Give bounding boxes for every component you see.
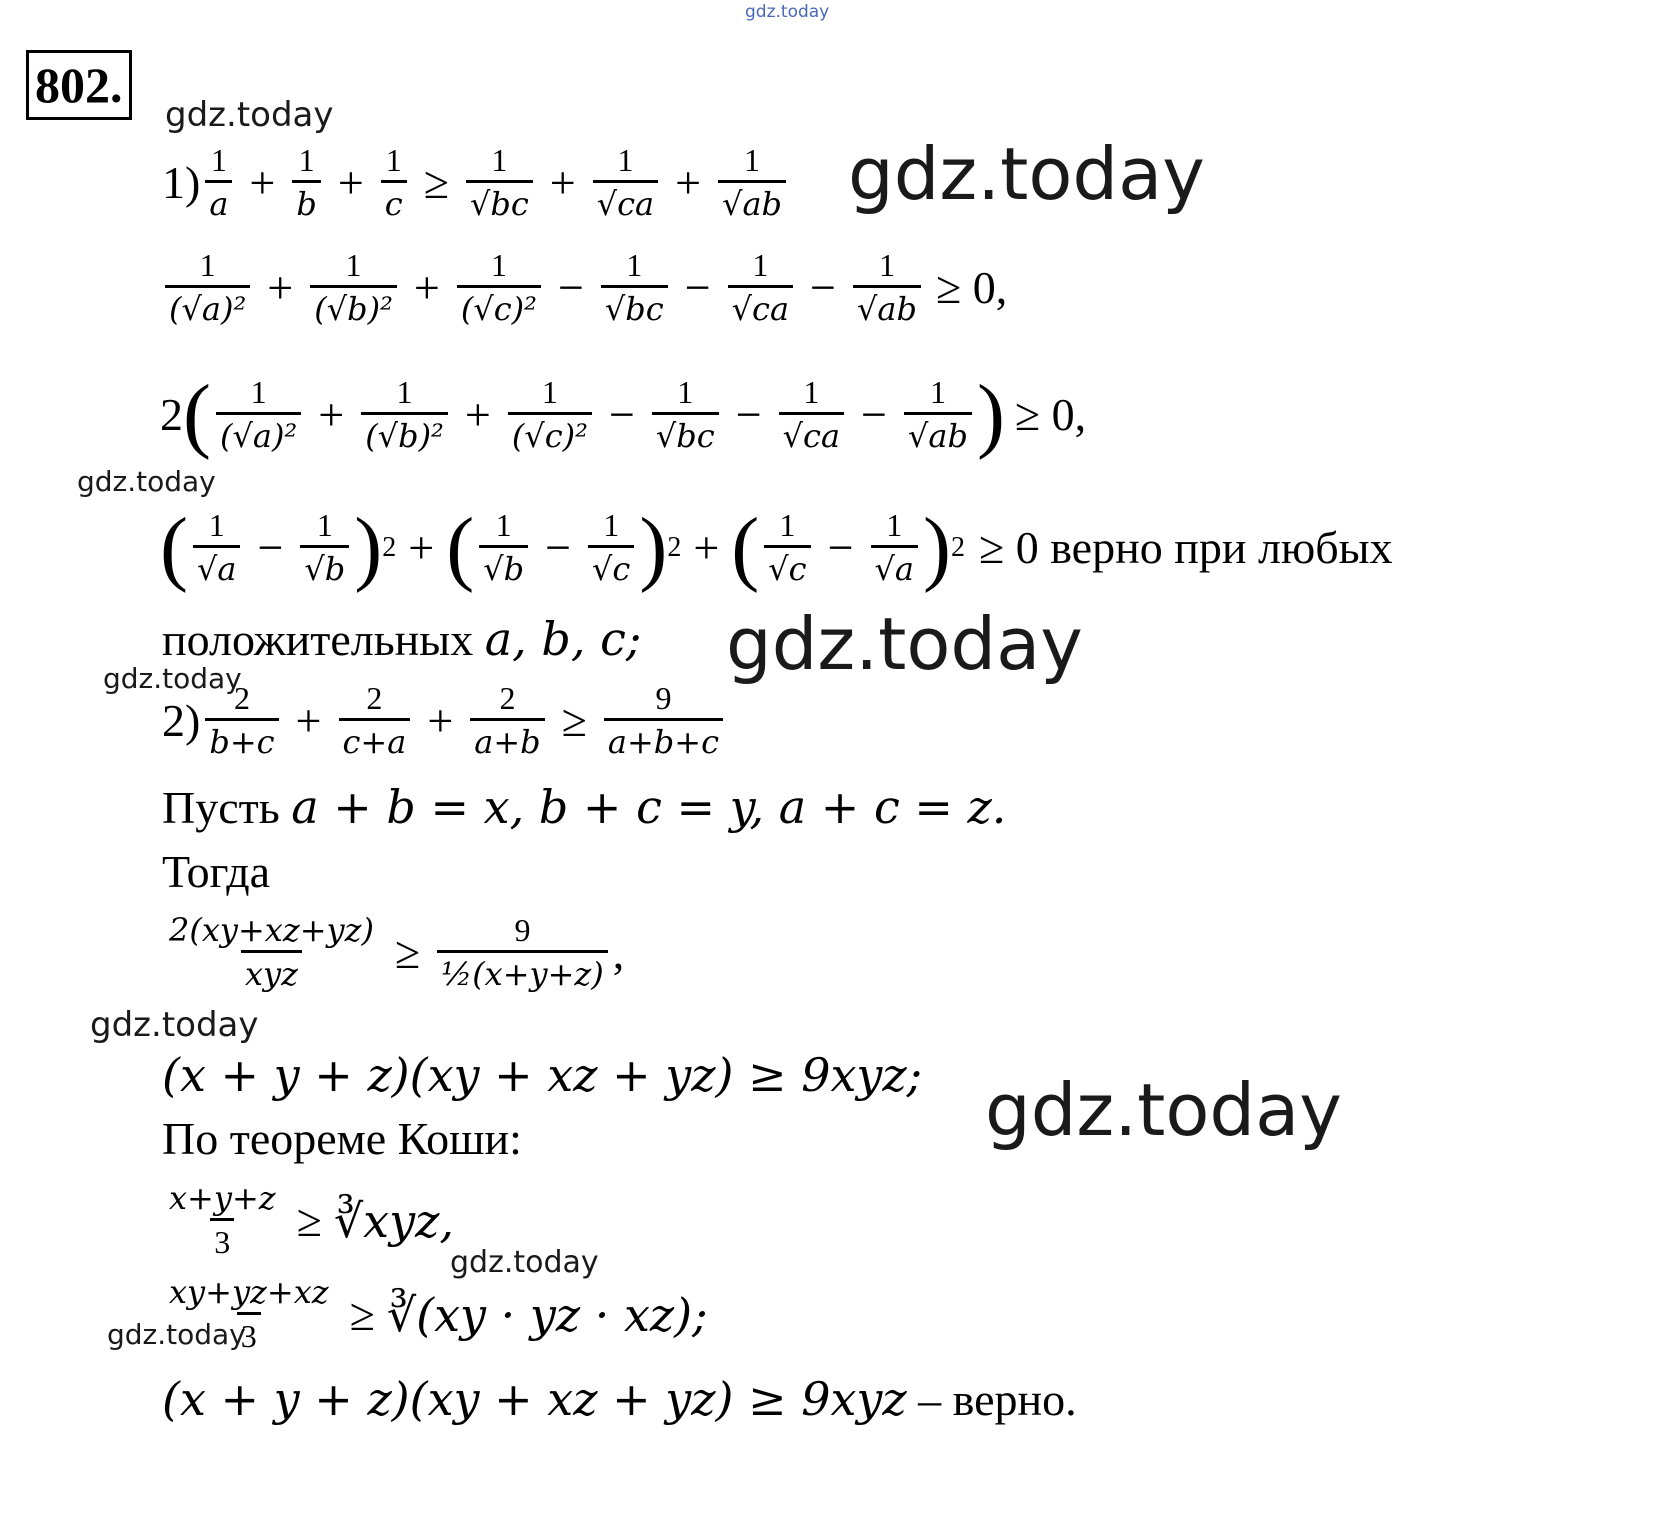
- watermark-5: gdz.today: [103, 662, 242, 695]
- line-9: $\frac{2(xy+xz+yz)}{\text{xyz}}$ ≥ $\frac{9}{\text{½(x+y+z)}}$ ,: [160, 910, 624, 995]
- watermark-2: gdz.today: [848, 132, 1205, 216]
- line-6: 2) $\frac{2}{b+c}$ + $\frac{2}{c+a}$ + $\frac{2}{a+b}$ ≥ $\frac{9}{a+b+c}$: [162, 678, 728, 763]
- line-14-expr: (x + y + z)(xy + xz + yz) ≥ 9xyz: [162, 1372, 907, 1426]
- line-9-num: 2(xy+xz+yz): [169, 911, 374, 949]
- line-10: (x + y + z)(xy + xz + yz) ≥ 9xyz;: [162, 1048, 923, 1102]
- line-13-rhs: ∛(xy · yz · xz);: [386, 1287, 708, 1342]
- line-8: Тогда: [162, 846, 271, 897]
- line-3: 2 ( $\frac{1}{\text{(√a)²}}$ + $\frac{1}{\text{(√b)²}}$ + $\frac{1}{\text{(√c)²}}$ − $\frac{1}{√bc}$ − $\frac{1}{√ca}$ − $\frac{1}{√ab}$ ) ≥ 0,: [160, 367, 1087, 461]
- line-7-expr: a + b = x, b + c = y, a + c = z.: [291, 780, 1007, 834]
- line-9-den: xyz: [241, 950, 302, 995]
- line-4-tail: ≥ 0 верно при любых: [978, 522, 1393, 573]
- watermark-6: gdz.today: [90, 1005, 259, 1045]
- watermark-top: gdz.today: [745, 2, 830, 22]
- line-5-text: положительных: [162, 614, 474, 665]
- line-3-tail: ≥ 0,: [1014, 389, 1087, 440]
- watermark-8: gdz.today: [450, 1245, 599, 1280]
- line-12-den: 3: [210, 1218, 234, 1263]
- line-13-den: 3: [237, 1312, 261, 1357]
- line-13: $\frac{xy+yz+xz}{3}$ ≥ ∛(xy · yz · xz);: [160, 1272, 708, 1357]
- line-14-tail: – верно.: [918, 1374, 1077, 1425]
- line-9-rhs-den: ½(x+y+z): [437, 950, 608, 995]
- part-label-2: 2): [162, 695, 201, 746]
- line-1: 1) $\frac{1}{a}$ + $\frac{1}{b}$ + $\frac{1}{c}$ ≥ $\frac{1}{√bc}$ + $\frac{1}{√ca}$ + $\frac{1}{√ab}$: [162, 140, 791, 225]
- line-11: По теореме Коши:: [162, 1113, 522, 1164]
- line-13-num: xy+yz+xz: [169, 1273, 329, 1311]
- line-9-rhs-num: 9: [514, 912, 531, 948]
- watermark-4: gdz.today: [726, 602, 1083, 686]
- line-12-rhs: ∛xyz,: [333, 1193, 454, 1248]
- line-7: [162, 780, 1006, 834]
- watermark-9: gdz.today: [107, 1318, 246, 1351]
- line-12: $\frac{x+y+z}{3}$ ≥ ∛xyz,: [160, 1178, 454, 1263]
- line-2: $\frac{1}{\text{(√a)²}}$ + $\frac{1}{\text{(√b)²}}$ + $\frac{1}{\text{(√c)²}}$ − $\frac{1}{√bc}$ − $\frac{1}{√ca}$ − $\frac{1}{√ab}$ ≥ 0,: [160, 245, 1007, 330]
- watermark-1: gdz.today: [165, 95, 334, 135]
- line-5-vars: a, b, c;: [484, 612, 642, 666]
- line-5: [162, 612, 641, 666]
- watermark-7: gdz.today: [985, 1068, 1342, 1152]
- problem-number: 802.: [26, 50, 132, 120]
- line-7-word: Пусть: [162, 782, 280, 833]
- line-12-num: x+y+z: [169, 1179, 276, 1217]
- watermark-3: gdz.today: [77, 465, 216, 498]
- part-label-1: 1): [162, 157, 201, 208]
- factor-two: 2: [160, 389, 183, 440]
- line-2-tail: ≥ 0,: [935, 262, 1008, 313]
- line-4: ( $\frac{1}{√a}$ − $\frac{1}{√b}$ ) 2 + ( $\frac{1}{√b}$ − $\frac{1}{√c}$ ) 2 + ( $\frac{1}{√c}$ − $\frac{1}{√a}$ ) 2 ≥ 0 верно при любых: [160, 500, 1393, 594]
- line-14: [162, 1372, 1077, 1426]
